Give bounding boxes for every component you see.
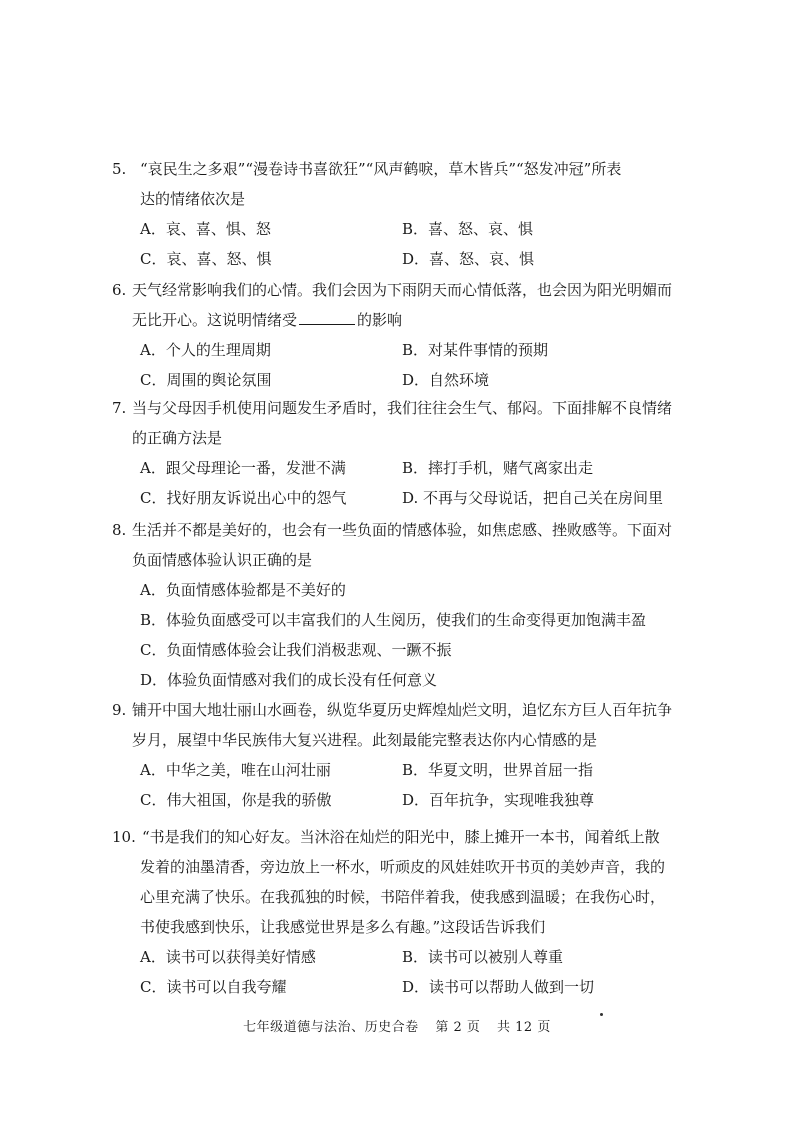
question-number: 10. — [112, 828, 136, 846]
question-stem-line: 发着的油墨清香，旁边放上一杯水，听顽皮的风娃娃吹开书页的美妙声音，我的 — [140, 858, 666, 876]
option-c: C．负面情感体验会让我们消极悲观、一蹶不振 — [140, 641, 452, 659]
option-d: D．读书可以帮助人做到一切 — [402, 978, 595, 996]
question-stem-line: “书是我们的知心好友。当沐浴在灿烂的阳光中，膝上摊开一本书，闻着纸上散 — [142, 828, 660, 846]
option-b: B．体验负面感受可以丰富我们的人生阅历，使我们的生命变得更加饱满丰盈 — [140, 611, 647, 629]
option-a: A．读书可以获得美好情感 — [140, 948, 316, 966]
option-d: D．自然环境 — [402, 371, 490, 389]
question-stem-line: 书使我感到快乐，让我感觉世界是多么有趣。”这段话告诉我们 — [140, 918, 546, 936]
question-stem-line: 无比开心。这说明情绪受 — [132, 311, 298, 329]
answer-blank — [299, 310, 355, 325]
option-a: A．负面情感体验都是不美好的 — [140, 581, 346, 599]
option-b: B．对某件事情的预期 — [402, 341, 549, 359]
question-number: 5. — [112, 160, 127, 178]
question-6 — [112, 275, 672, 395]
question-5 — [112, 154, 672, 274]
option-d: D．喜、怒、哀、惧 — [402, 250, 535, 268]
question-stem-line: 负面情感体验认识正确的是 — [132, 551, 313, 569]
footer-total-pages: 共 12 页 — [497, 1020, 551, 1035]
question-stem-line: 的正确方法是 — [132, 429, 223, 447]
page-footer — [0, 1016, 794, 1035]
question-8 — [112, 515, 672, 695]
option-c: C．周围的舆论氛围 — [140, 371, 272, 389]
footer-subject: 七年级道德与法治、历史合卷 — [243, 1020, 419, 1035]
option-a: A．中华之美，唯在山河壮丽 — [140, 761, 331, 779]
question-stem-line: 心里充满了快乐。在我孤独的时候，书陪伴着我，使我感到温暖；在我伤心时， — [140, 888, 666, 906]
question-stem-line: “哀民生之多艰”“漫卷诗书喜欲狂”“风声鹤唳，草木皆兵”“怒发冲冠”所表 — [140, 160, 622, 178]
option-d: D．百年抗争，实现唯我独尊 — [402, 791, 595, 809]
footer-page-number: 第 2 页 — [435, 1020, 481, 1035]
question-stem-line: 达的情绪依次是 — [140, 190, 246, 208]
option-d: D．体验负面情感对我们的成长没有任何意义 — [140, 671, 438, 689]
question-stem-line: 的影响 — [357, 311, 403, 329]
option-b: B．喜、怒、哀、惧 — [402, 220, 534, 238]
option-a: A．哀、喜、惧、怒 — [140, 220, 271, 238]
option-d: D. 不再与父母说话，把自己关在房间里 — [402, 489, 664, 507]
question-stem-line: 当与父母因手机使用问题发生矛盾时，我们往往会生气、郁闷。下面排解不良情绪 — [132, 399, 673, 417]
option-a: A．跟父母理论一番，发泄不满 — [140, 459, 346, 477]
question-number: 7. — [112, 399, 127, 417]
option-c: C．找好朋友诉说出心中的怨气 — [140, 489, 347, 507]
question-number: 6. — [112, 281, 127, 299]
option-b: B．华夏文明，世界首屈一指 — [402, 761, 594, 779]
question-stem-line: 铺开中国大地壮丽山水画卷，纵览华夏历史辉煌灿烂文明，追忆东方巨人百年抗争 — [132, 701, 673, 719]
option-c: C．伟大祖国，你是我的骄傲 — [140, 791, 332, 809]
option-a: A．个人的生理周期 — [140, 341, 271, 359]
question-stem-line: 天气经常影响我们的心情。我们会因为下雨阴天而心情低落，也会因为阳光明媚而 — [132, 281, 673, 299]
option-b: B．摔打手机，赌气离家出走 — [402, 459, 594, 477]
question-stem-line: 岁月，展望中华民族伟大复兴进程。此刻最能完整表达你内心情感的是 — [132, 731, 598, 749]
question-number: 9. — [112, 701, 127, 719]
option-c: C．哀、喜、怒、惧 — [140, 250, 272, 268]
question-10 — [112, 822, 672, 1002]
question-7 — [112, 393, 672, 513]
question-number: 8. — [112, 521, 127, 539]
option-b: B．读书可以被别人尊重 — [402, 948, 564, 966]
question-stem-line: 生活并不都是美好的，也会有一些负面的情感体验，如焦虑感、挫败感等。下面对 — [132, 521, 673, 539]
option-c: C．读书可以自我夸耀 — [140, 978, 287, 996]
question-9 — [112, 695, 672, 815]
